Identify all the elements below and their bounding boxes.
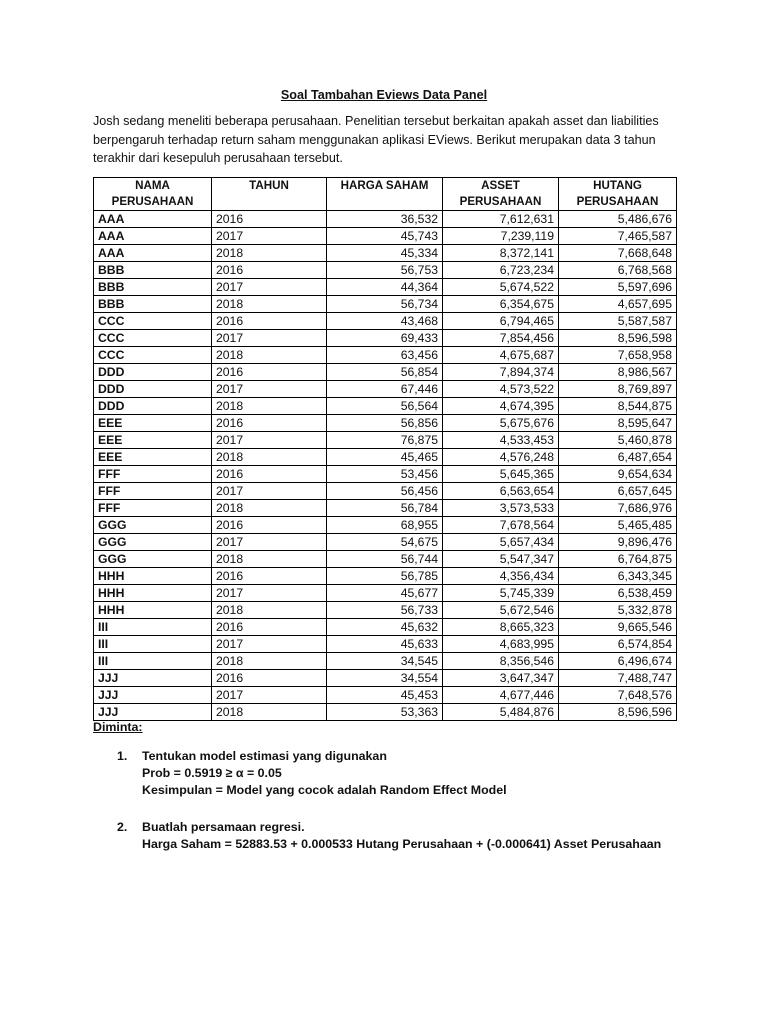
- cell-hutang: 7,686,976: [559, 500, 677, 517]
- cell-asset: 6,723,234: [443, 262, 559, 279]
- cell-harga-saham: 56,734: [327, 296, 443, 313]
- cell-tahun: 2016: [212, 619, 327, 636]
- cell-hutang: 6,574,854: [559, 636, 677, 653]
- cell-hutang: 8,769,897: [559, 381, 677, 398]
- cell-tahun: 2018: [212, 398, 327, 415]
- table-row: [94, 687, 677, 704]
- header-line: HARGA SAHAM: [340, 179, 429, 192]
- cell-nama: AAA: [94, 228, 212, 245]
- cell-harga-saham: 56,784: [327, 500, 443, 517]
- table-row: [94, 364, 677, 381]
- answer-line: Kesimpulan = Model yang cocok adalah Random Effect Model: [142, 783, 507, 798]
- cell-nama: BBB: [94, 262, 212, 279]
- cell-asset: 4,674,395: [443, 398, 559, 415]
- table-row: [94, 415, 677, 432]
- cell-harga-saham: 43,468: [327, 313, 443, 330]
- cell-nama: DDD: [94, 364, 212, 381]
- cell-tahun: 2017: [212, 687, 327, 704]
- table-row: [94, 653, 677, 670]
- cell-nama: FFF: [94, 466, 212, 483]
- header-line: HUTANG: [593, 179, 642, 192]
- cell-nama: AAA: [94, 245, 212, 262]
- cell-nama: CCC: [94, 313, 212, 330]
- cell-asset: 7,894,374: [443, 364, 559, 381]
- cell-hutang: 5,465,485: [559, 517, 677, 534]
- cell-hutang: 8,595,647: [559, 415, 677, 432]
- cell-harga-saham: 53,456: [327, 466, 443, 483]
- cell-nama: HHH: [94, 602, 212, 619]
- cell-asset: 6,354,675: [443, 296, 559, 313]
- cell-tahun: 2018: [212, 704, 327, 721]
- cell-harga-saham: 34,545: [327, 653, 443, 670]
- cell-asset: 8,372,141: [443, 245, 559, 262]
- cell-asset: 5,547,347: [443, 551, 559, 568]
- question-number: 2.: [117, 820, 128, 834]
- cell-tahun: 2017: [212, 585, 327, 602]
- data-table: [93, 177, 677, 721]
- cell-tahun: 2017: [212, 228, 327, 245]
- cell-nama: HHH: [94, 585, 212, 602]
- answer-line: Harga Saham = 52883.53 + 0.000533 Hutang Perusahaan + (-0.000641) Asset Perusahaan: [142, 837, 662, 852]
- header-line: NAMA: [135, 179, 170, 192]
- header-tahun: [212, 178, 327, 211]
- table-row: [94, 551, 677, 568]
- cell-hutang: 6,343,345: [559, 568, 677, 585]
- cell-tahun: 2017: [212, 534, 327, 551]
- cell-nama: FFF: [94, 500, 212, 517]
- document-title: Soal Tambahan Eviews Data Panel: [280, 88, 488, 102]
- cell-asset: 5,645,365: [443, 466, 559, 483]
- question-number: 1.: [117, 749, 128, 763]
- cell-hutang: 9,654,634: [559, 466, 677, 483]
- header-line: PERUSAHAAN: [576, 195, 659, 208]
- cell-hutang: 9,665,546: [559, 619, 677, 636]
- table-row: [94, 670, 677, 687]
- table-row: [94, 704, 677, 721]
- header-line: TAHUN: [249, 179, 289, 192]
- answer-line: Prob = 0.5919 ≥ α = 0.05: [142, 766, 282, 781]
- cell-tahun: 2016: [212, 466, 327, 483]
- cell-hutang: 6,657,645: [559, 483, 677, 500]
- table-row: [94, 602, 677, 619]
- cell-hutang: 4,657,695: [559, 296, 677, 313]
- cell-nama: BBB: [94, 279, 212, 296]
- cell-tahun: 2016: [212, 415, 327, 432]
- cell-harga-saham: 45,453: [327, 687, 443, 704]
- cell-nama: III: [94, 653, 212, 670]
- table-row: [94, 432, 677, 449]
- cell-harga-saham: 76,875: [327, 432, 443, 449]
- cell-nama: HHH: [94, 568, 212, 585]
- header-asset-perusahaan: [443, 178, 559, 211]
- cell-tahun: 2016: [212, 568, 327, 585]
- cell-asset: 4,677,446: [443, 687, 559, 704]
- cell-hutang: 7,465,587: [559, 228, 677, 245]
- cell-hutang: 9,896,476: [559, 534, 677, 551]
- cell-harga-saham: 45,465: [327, 449, 443, 466]
- cell-harga-saham: 56,564: [327, 398, 443, 415]
- question-text: Tentukan model estimasi yang digunakan: [142, 749, 387, 763]
- cell-harga-saham: 44,364: [327, 279, 443, 296]
- cell-asset: 4,533,453: [443, 432, 559, 449]
- cell-asset: 5,674,522: [443, 279, 559, 296]
- cell-tahun: 2017: [212, 381, 327, 398]
- table-row: [94, 245, 677, 262]
- cell-tahun: 2017: [212, 636, 327, 653]
- cell-tahun: 2016: [212, 211, 327, 228]
- table-row: [94, 636, 677, 653]
- cell-nama: CCC: [94, 347, 212, 364]
- cell-hutang: 6,764,875: [559, 551, 677, 568]
- table-row: [94, 313, 677, 330]
- cell-hutang: 5,597,696: [559, 279, 677, 296]
- cell-tahun: 2016: [212, 364, 327, 381]
- cell-harga-saham: 36,532: [327, 211, 443, 228]
- table-row: [94, 262, 677, 279]
- cell-nama: III: [94, 636, 212, 653]
- cell-nama: JJJ: [94, 704, 212, 721]
- cell-harga-saham: 56,733: [327, 602, 443, 619]
- cell-hutang: 5,486,676: [559, 211, 677, 228]
- cell-asset: 6,563,654: [443, 483, 559, 500]
- cell-tahun: 2018: [212, 347, 327, 364]
- cell-nama: III: [94, 619, 212, 636]
- cell-hutang: 7,648,576: [559, 687, 677, 704]
- header-nama-perusahaan: [94, 178, 212, 211]
- cell-hutang: 7,488,747: [559, 670, 677, 687]
- table-row: [94, 619, 677, 636]
- cell-nama: DDD: [94, 381, 212, 398]
- cell-asset: 3,647,347: [443, 670, 559, 687]
- question-1: [117, 748, 507, 800]
- cell-tahun: 2016: [212, 313, 327, 330]
- cell-tahun: 2018: [212, 551, 327, 568]
- question-2: [117, 819, 661, 853]
- table-row: [94, 228, 677, 245]
- question-text: Buatlah persamaan regresi.: [142, 820, 305, 834]
- cell-asset: 7,678,564: [443, 517, 559, 534]
- cell-tahun: 2017: [212, 483, 327, 500]
- cell-asset: 7,854,456: [443, 330, 559, 347]
- cell-asset: 4,675,687: [443, 347, 559, 364]
- cell-hutang: 6,538,459: [559, 585, 677, 602]
- cell-hutang: 8,596,596: [559, 704, 677, 721]
- cell-tahun: 2018: [212, 500, 327, 517]
- cell-nama: CCC: [94, 330, 212, 347]
- table-row: [94, 517, 677, 534]
- table-row: [94, 483, 677, 500]
- cell-asset: 8,665,323: [443, 619, 559, 636]
- table-row: [94, 568, 677, 585]
- cell-tahun: 2016: [212, 517, 327, 534]
- cell-tahun: 2018: [212, 245, 327, 262]
- header-harga-saham: [327, 178, 443, 211]
- table-header-row: [94, 178, 677, 211]
- cell-asset: 8,356,546: [443, 653, 559, 670]
- cell-hutang: 7,658,958: [559, 347, 677, 364]
- cell-tahun: 2018: [212, 296, 327, 313]
- cell-tahun: 2018: [212, 449, 327, 466]
- cell-harga-saham: 67,446: [327, 381, 443, 398]
- header-line: PERUSAHAAN: [111, 195, 194, 208]
- cell-harga-saham: 56,753: [327, 262, 443, 279]
- cell-tahun: 2016: [212, 670, 327, 687]
- cell-hutang: 7,668,648: [559, 245, 677, 262]
- table-row: [94, 330, 677, 347]
- table-row: [94, 296, 677, 313]
- cell-tahun: 2016: [212, 262, 327, 279]
- table-row: [94, 585, 677, 602]
- cell-nama: EEE: [94, 449, 212, 466]
- cell-harga-saham: 56,854: [327, 364, 443, 381]
- cell-asset: 4,683,995: [443, 636, 559, 653]
- cell-tahun: 2017: [212, 330, 327, 347]
- table-row: [94, 279, 677, 296]
- cell-asset: 6,794,465: [443, 313, 559, 330]
- table-row: [94, 534, 677, 551]
- cell-hutang: 5,460,878: [559, 432, 677, 449]
- cell-asset: 4,576,248: [443, 449, 559, 466]
- cell-harga-saham: 69,433: [327, 330, 443, 347]
- cell-asset: 5,675,676: [443, 415, 559, 432]
- cell-nama: JJJ: [94, 670, 212, 687]
- cell-harga-saham: 45,743: [327, 228, 443, 245]
- cell-asset: 3,573,533: [443, 500, 559, 517]
- header-line: ASSET: [481, 179, 520, 192]
- cell-harga-saham: 56,785: [327, 568, 443, 585]
- table-row: [94, 449, 677, 466]
- table-row: [94, 347, 677, 364]
- cell-nama: AAA: [94, 211, 212, 228]
- cell-asset: 5,484,876: [443, 704, 559, 721]
- table-row: [94, 466, 677, 483]
- cell-harga-saham: 56,456: [327, 483, 443, 500]
- table-row: [94, 211, 677, 228]
- cell-harga-saham: 54,675: [327, 534, 443, 551]
- cell-hutang: 8,986,567: [559, 364, 677, 381]
- cell-asset: 5,657,434: [443, 534, 559, 551]
- cell-hutang: 6,496,674: [559, 653, 677, 670]
- cell-asset: 4,573,522: [443, 381, 559, 398]
- header-line: PERUSAHAAN: [459, 195, 542, 208]
- cell-harga-saham: 53,363: [327, 704, 443, 721]
- cell-nama: JJJ: [94, 687, 212, 704]
- cell-harga-saham: 56,856: [327, 415, 443, 432]
- cell-tahun: 2018: [212, 602, 327, 619]
- cell-nama: GGG: [94, 534, 212, 551]
- cell-nama: FFF: [94, 483, 212, 500]
- cell-nama: GGG: [94, 517, 212, 534]
- cell-tahun: 2017: [212, 279, 327, 296]
- cell-nama: EEE: [94, 415, 212, 432]
- table-row: [94, 500, 677, 517]
- header-hutang-perusahaan: [559, 178, 677, 211]
- cell-hutang: 8,596,598: [559, 330, 677, 347]
- cell-hutang: 6,768,568: [559, 262, 677, 279]
- cell-nama: EEE: [94, 432, 212, 449]
- cell-harga-saham: 68,955: [327, 517, 443, 534]
- cell-hutang: 6,487,654: [559, 449, 677, 466]
- cell-tahun: 2017: [212, 432, 327, 449]
- cell-asset: 7,612,631: [443, 211, 559, 228]
- cell-hutang: 5,332,878: [559, 602, 677, 619]
- cell-tahun: 2018: [212, 653, 327, 670]
- cell-hutang: 8,544,875: [559, 398, 677, 415]
- cell-harga-saham: 63,456: [327, 347, 443, 364]
- table-row: [94, 381, 677, 398]
- cell-harga-saham: 56,744: [327, 551, 443, 568]
- cell-asset: 5,745,339: [443, 585, 559, 602]
- cell-harga-saham: 45,677: [327, 585, 443, 602]
- cell-harga-saham: 45,632: [327, 619, 443, 636]
- diminta-heading: Diminta:: [93, 720, 143, 734]
- cell-harga-saham: 45,633: [327, 636, 443, 653]
- cell-nama: DDD: [94, 398, 212, 415]
- cell-hutang: 5,587,587: [559, 313, 677, 330]
- cell-nama: BBB: [94, 296, 212, 313]
- cell-harga-saham: 45,334: [327, 245, 443, 262]
- table-row: [94, 398, 677, 415]
- cell-asset: 4,356,434: [443, 568, 559, 585]
- cell-asset: 5,672,546: [443, 602, 559, 619]
- cell-harga-saham: 34,554: [327, 670, 443, 687]
- cell-asset: 7,239,119: [443, 228, 559, 245]
- cell-nama: GGG: [94, 551, 212, 568]
- intro-paragraph: Josh sedang meneliti beberapa perusahaan. Penelitian tersebut berkaitan apakah asset dan liabilities berpengaruh terhadap return saham menggunakan aplikasi EViews. Berikut merupakan data 3 tahun terakhir dari kesepuluh perusahaan tersebut.: [93, 114, 659, 165]
